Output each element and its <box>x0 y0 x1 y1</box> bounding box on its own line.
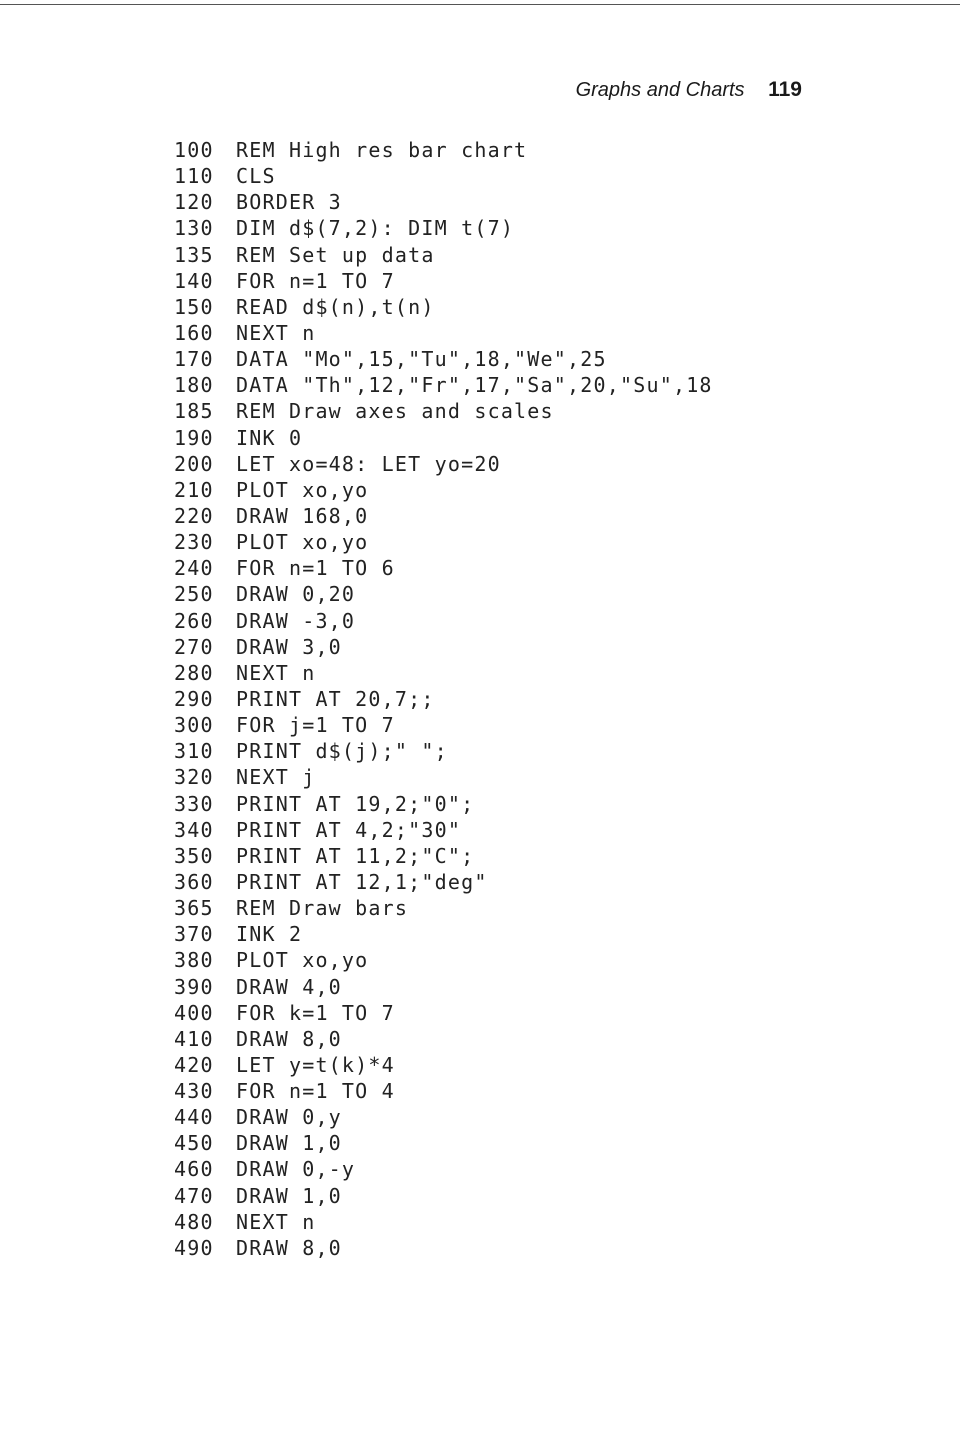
code-line <box>174 947 713 973</box>
code-line <box>174 1052 713 1078</box>
code-line <box>174 1183 713 1209</box>
code-line <box>174 686 713 712</box>
line-code: NEXT n <box>236 1209 316 1234</box>
line-code: DRAW 168,0 <box>236 503 369 528</box>
line-number: 340 <box>174 817 214 842</box>
line-number: 270 <box>174 634 214 659</box>
line-code: DRAW 0,-y <box>236 1157 356 1182</box>
line-number: 180 <box>174 373 214 398</box>
code-line <box>174 791 713 817</box>
line-number: 130 <box>174 216 214 241</box>
code-line <box>174 268 713 294</box>
line-code: DATA "Mo",15,"Tu",18,"We",25 <box>236 347 607 372</box>
line-number: 185 <box>174 399 214 424</box>
code-line <box>174 1209 713 1235</box>
line-number: 350 <box>174 843 214 868</box>
code-line <box>174 372 713 398</box>
line-number: 135 <box>174 242 214 267</box>
code-line <box>174 1235 713 1261</box>
code-line <box>174 974 713 1000</box>
line-number: 480 <box>174 1209 214 1234</box>
line-number: 410 <box>174 1026 214 1051</box>
line-code: PRINT AT 11,2;"C"; <box>236 843 475 868</box>
code-line <box>174 1026 713 1052</box>
code-line <box>174 477 713 503</box>
code-line <box>174 163 713 189</box>
line-code: DRAW 4,0 <box>236 974 342 999</box>
code-line <box>174 817 713 843</box>
code-line <box>174 921 713 947</box>
code-line <box>174 451 713 477</box>
line-code: PRINT AT 19,2;"0"; <box>236 791 475 816</box>
line-number: 440 <box>174 1105 214 1130</box>
line-code: PRINT AT 12,1;"deg" <box>236 869 488 894</box>
line-number: 470 <box>174 1183 214 1208</box>
line-number: 200 <box>174 451 214 476</box>
line-code: PRINT d$(j);" "; <box>236 739 448 764</box>
code-line <box>174 895 713 921</box>
code-line <box>174 581 713 607</box>
line-code: REM Draw axes and scales <box>236 399 554 424</box>
line-code: DRAW 3,0 <box>236 634 342 659</box>
code-line <box>174 555 713 581</box>
code-line <box>174 1156 713 1182</box>
code-line <box>174 346 713 372</box>
section-title: Graphs and Charts <box>575 79 745 101</box>
code-line <box>174 634 713 660</box>
code-line <box>174 425 713 451</box>
line-code: DIM d$(7,2): DIM t(7) <box>236 216 515 241</box>
code-line <box>174 738 713 764</box>
line-number: 390 <box>174 974 214 999</box>
code-line <box>174 660 713 686</box>
line-number: 260 <box>174 608 214 633</box>
line-number: 220 <box>174 503 214 528</box>
line-number: 150 <box>174 294 214 319</box>
line-code: FOR n=1 TO 4 <box>236 1079 395 1104</box>
code-line <box>174 215 713 241</box>
line-number: 210 <box>174 477 214 502</box>
line-code: FOR j=1 TO 7 <box>236 713 395 738</box>
line-number: 360 <box>174 869 214 894</box>
code-line <box>174 843 713 869</box>
line-number: 290 <box>174 686 214 711</box>
line-number: 280 <box>174 660 214 685</box>
line-number: 330 <box>174 791 214 816</box>
line-number: 310 <box>174 739 214 764</box>
line-code: REM High res bar chart <box>236 138 528 162</box>
line-code: REM Draw bars <box>236 896 409 921</box>
page-number: 119 <box>768 78 802 101</box>
code-line <box>174 608 713 634</box>
line-code: DRAW 8,0 <box>236 1026 342 1051</box>
line-code: INK 2 <box>236 922 303 947</box>
line-code: PLOT xo,yo <box>236 948 369 973</box>
code-line <box>174 1104 713 1130</box>
line-number: 400 <box>174 1000 214 1025</box>
line-number: 120 <box>174 190 214 215</box>
line-code: DRAW 0,y <box>236 1105 342 1130</box>
code-line <box>174 189 713 215</box>
line-code: NEXT n <box>236 320 316 345</box>
line-number: 300 <box>174 713 214 738</box>
line-code: DATA "Th",12,"Fr",17,"Sa",20,"Su",18 <box>236 373 713 398</box>
line-number: 240 <box>174 556 214 581</box>
line-code: DRAW 1,0 <box>236 1183 342 1208</box>
line-number: 420 <box>174 1052 214 1077</box>
line-code: PRINT AT 4,2;"30" <box>236 817 462 842</box>
line-number: 430 <box>174 1079 214 1104</box>
line-code: FOR n=1 TO 6 <box>236 556 395 581</box>
line-code: LET y=t(k)*4 <box>236 1052 395 1077</box>
line-code: PRINT AT 20,7;; <box>236 686 435 711</box>
code-line <box>174 869 713 895</box>
line-code: DRAW 8,0 <box>236 1235 342 1260</box>
line-code: PLOT xo,yo <box>236 530 369 555</box>
code-line <box>174 712 713 738</box>
line-code: FOR k=1 TO 7 <box>236 1000 395 1025</box>
program-listing <box>174 137 713 1261</box>
line-code: NEXT n <box>236 660 316 685</box>
line-code: PLOT xo,yo <box>236 477 369 502</box>
line-number: 160 <box>174 320 214 345</box>
code-line <box>174 1000 713 1026</box>
top-rule <box>0 4 960 5</box>
line-number: 365 <box>174 896 214 921</box>
line-number: 100 <box>174 138 214 162</box>
line-number: 110 <box>174 164 214 189</box>
line-number: 320 <box>174 765 214 790</box>
code-line <box>174 764 713 790</box>
line-number: 450 <box>174 1131 214 1156</box>
line-code: REM Set up data <box>236 242 435 267</box>
line-number: 370 <box>174 922 214 947</box>
line-code: BORDER 3 <box>236 190 342 215</box>
code-line <box>174 294 713 320</box>
line-number: 490 <box>174 1235 214 1260</box>
line-number: 250 <box>174 582 214 607</box>
line-number: 380 <box>174 948 214 973</box>
code-line <box>174 320 713 346</box>
line-number: 140 <box>174 268 214 293</box>
line-number: 230 <box>174 530 214 555</box>
line-code: READ d$(n),t(n) <box>236 294 435 319</box>
line-code: DRAW -3,0 <box>236 608 356 633</box>
line-code: CLS <box>236 164 276 189</box>
code-line <box>174 398 713 424</box>
line-code: LET xo=48: LET yo=20 <box>236 451 501 476</box>
line-number: 190 <box>174 425 214 450</box>
running-head <box>576 78 802 102</box>
code-line <box>174 137 713 163</box>
line-code: NEXT j <box>236 765 316 790</box>
line-code: DRAW 0,20 <box>236 582 356 607</box>
code-line <box>174 529 713 555</box>
line-code: DRAW 1,0 <box>236 1131 342 1156</box>
code-line <box>174 242 713 268</box>
code-line <box>174 503 713 529</box>
code-line <box>174 1078 713 1104</box>
line-code: INK 0 <box>236 425 303 450</box>
line-number: 170 <box>174 347 214 372</box>
code-line <box>174 1130 713 1156</box>
line-number: 460 <box>174 1157 214 1182</box>
line-code: FOR n=1 TO 7 <box>236 268 395 293</box>
